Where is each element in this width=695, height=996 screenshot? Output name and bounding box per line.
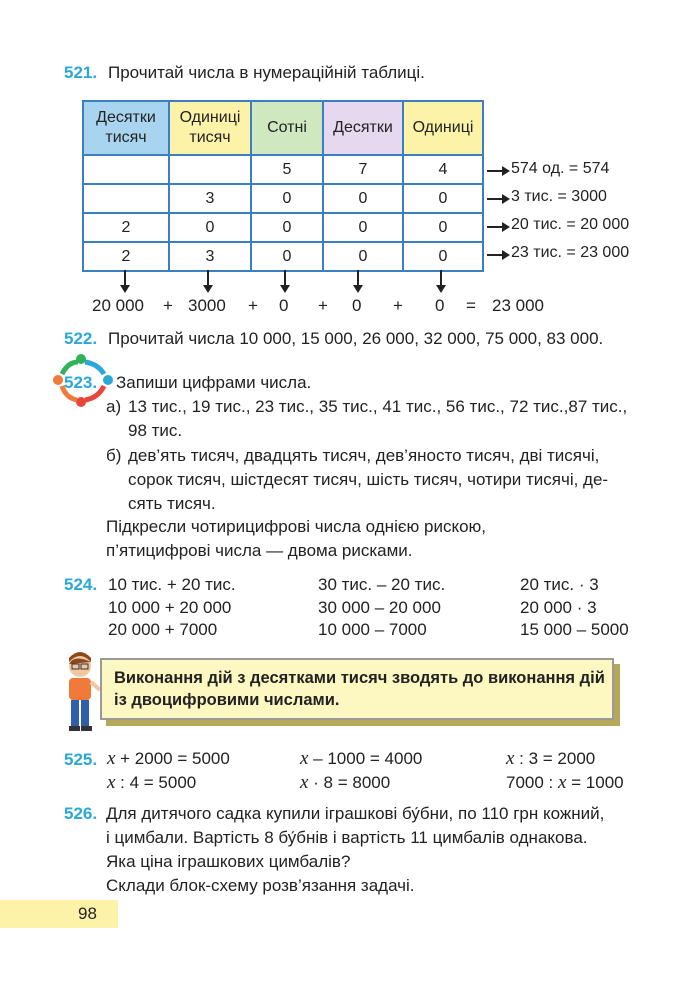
header-cell: Одиниці тисяч	[169, 101, 251, 155]
table-cell: 5	[251, 155, 323, 184]
down-arrow-icon	[440, 270, 442, 286]
expression: 15 000 – 5000	[520, 620, 629, 639]
result-text: 574 од. = 574	[511, 160, 610, 177]
result-text: 23 тис. = 23 000	[511, 244, 630, 261]
exercise-number: 521.	[64, 63, 98, 82]
boy-illustration	[60, 652, 102, 734]
variable: x	[300, 772, 309, 793]
sum-operator: +	[248, 296, 258, 315]
table-cell: 4	[403, 155, 483, 184]
table-cell: 3	[169, 184, 251, 213]
table-cell: 0	[403, 184, 483, 213]
page-number-bar	[0, 900, 118, 928]
table-cell: 0	[403, 242, 483, 271]
expression: 10 000 – 7000	[318, 620, 427, 639]
equation: x · 8 = 8000	[300, 772, 391, 793]
right-arrow-icon	[487, 170, 503, 172]
down-arrow-icon	[284, 270, 286, 286]
table-cell: 0	[323, 242, 403, 271]
header-cell: Сотні	[251, 101, 323, 155]
table-cell: 0	[251, 242, 323, 271]
down-arrow-icon	[124, 270, 126, 286]
header-cell: Одиниці	[403, 101, 483, 155]
equation: x : 3 = 2000	[506, 748, 596, 769]
exercise-text: Запиши цифрами числа.	[116, 373, 312, 392]
result-text: 20 тис. = 20 000	[511, 216, 630, 233]
item-text: дев’ять тисяч, двадцять тисяч, дев’яносто тисяч, дві тисячі,	[128, 446, 600, 465]
note-text: п’ятицифрові числа — двома рисками.	[106, 541, 413, 560]
equation: 7000 : x = 1000	[506, 772, 624, 793]
item-text: сять тисяч.	[128, 494, 216, 513]
item-text: 98 тис.	[128, 421, 183, 440]
problem-text: і цимбали. Вартість 8 бу́бнів і вартість 11 цимбалів однакова.	[106, 828, 588, 847]
page-number: 98	[78, 904, 97, 923]
header-cell: Десятки тисяч	[83, 101, 169, 155]
rule-box	[100, 658, 614, 720]
table-cell: 3	[169, 242, 251, 271]
right-arrow-icon	[487, 254, 503, 256]
exercise-number: 526.	[64, 804, 98, 823]
equation: x – 1000 = 4000	[300, 748, 423, 769]
problem-text: Яка ціна іграшкових цимбалів?	[106, 852, 351, 871]
down-arrow-icon	[207, 270, 209, 286]
expression: 30 000 – 20 000	[318, 598, 441, 617]
table-cell: 2	[83, 213, 169, 242]
variable: x	[300, 748, 309, 769]
equation: x + 2000 = 5000	[107, 748, 230, 769]
item-text: сорок тисяч, шістдесят тисяч, шість тисяч, чотири тисячі, де-	[128, 470, 609, 489]
exercise-text: Прочитай числа в нумераційній таблиці.	[108, 63, 425, 82]
exercise-number: 525.	[64, 750, 98, 769]
sum-term: 0	[279, 296, 289, 315]
equation: x : 4 = 5000	[107, 772, 197, 793]
table-cell: 2	[83, 242, 169, 271]
expression: 20 тис. · 3	[520, 575, 599, 594]
numeration-table	[82, 100, 484, 272]
result-text: 3 тис. = 3000	[511, 188, 607, 205]
sum-operator: +	[318, 296, 328, 315]
table-cell: 0	[251, 184, 323, 213]
expression: 20 000 · 3	[520, 598, 597, 617]
item-label: б)	[106, 446, 122, 465]
sum-operator: +	[393, 296, 403, 315]
right-arrow-icon	[487, 226, 503, 228]
table-cell: 0	[169, 213, 251, 242]
expression: 20 000 + 7000	[108, 620, 218, 639]
item-label: а)	[106, 397, 122, 416]
table-cell: 0	[323, 213, 403, 242]
table-cell	[83, 155, 169, 184]
variable: x	[558, 772, 567, 793]
right-arrow-icon	[487, 198, 503, 200]
item-text: 13 тис., 19 тис., 23 тис., 35 тис., 41 тис., 56 тис., 72 тис.,87 тис.,	[128, 397, 628, 416]
table-cell: 0	[251, 213, 323, 242]
expression: 30 тис. – 20 тис.	[318, 575, 446, 594]
table-cell	[169, 155, 251, 184]
exercise-text: Прочитай числа 10 000, 15 000, 26 000, 32 000, 75 000, 83 000.	[108, 329, 604, 348]
exercise-number: 522.	[64, 329, 98, 348]
expression: 10 000 + 20 000	[108, 598, 232, 617]
sum-term: 0	[352, 296, 362, 315]
note-text: Підкресли чотирицифрові числа однією рискою,	[106, 517, 487, 536]
problem-text: Для дитячого садка купили іграшкові бу́бни, по 110 грн кожний,	[106, 804, 605, 823]
sum-operator: +	[163, 296, 173, 315]
table-cell	[83, 184, 169, 213]
sum-term: 20 000	[92, 296, 144, 315]
rule-text: Виконання дій з десятками тисяч зводять до виконання дій із двоцифровими числами.	[114, 669, 605, 709]
problem-text: Склади блок-схему розв’язання задачі.	[106, 876, 415, 895]
exercise-number: 523.	[64, 373, 98, 392]
sum-operator: =	[466, 296, 476, 315]
variable: x	[107, 748, 116, 769]
exercise-number: 524.	[64, 575, 98, 594]
sum-result: 23 000	[492, 296, 544, 315]
variable: x	[506, 748, 515, 769]
sum-term: 0	[435, 296, 445, 315]
down-arrow-icon	[357, 270, 359, 286]
table-cell: 0	[403, 213, 483, 242]
table-cell: 7	[323, 155, 403, 184]
table-cell: 0	[323, 184, 403, 213]
variable: x	[107, 772, 116, 793]
expression: 10 тис. + 20 тис.	[108, 575, 236, 594]
header-cell: Десятки	[323, 101, 403, 155]
sum-term: 3000	[188, 296, 226, 315]
